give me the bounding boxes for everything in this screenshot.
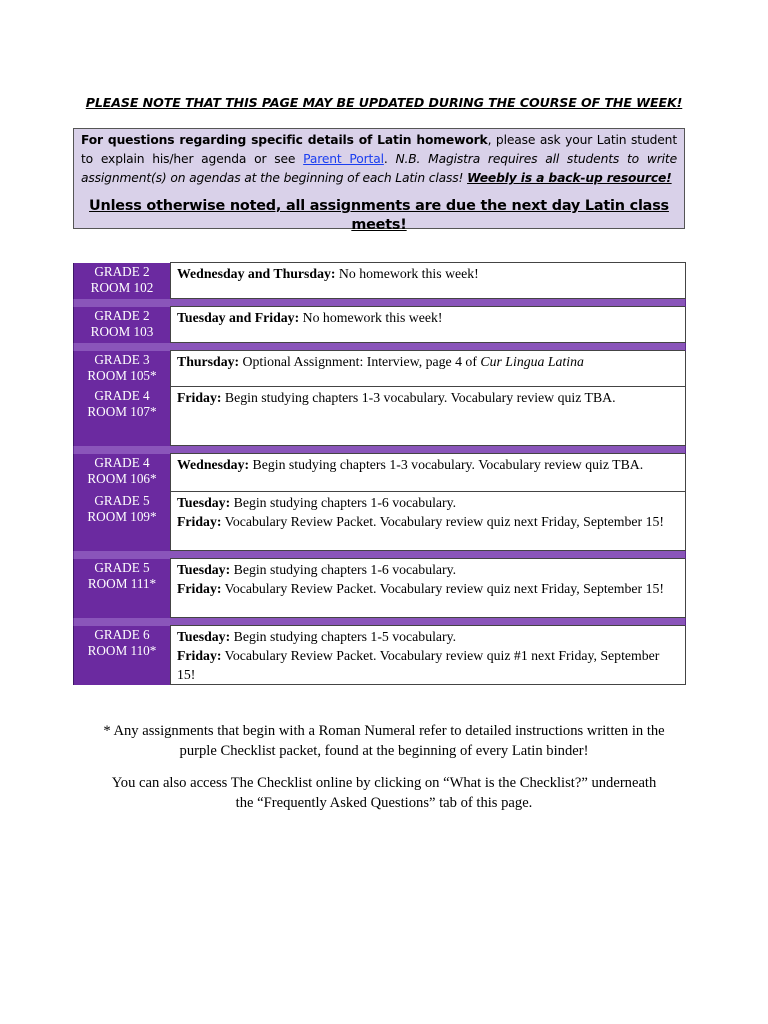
class-label bbox=[74, 626, 171, 685]
table-row bbox=[74, 626, 686, 685]
table-row bbox=[74, 263, 686, 299]
room-label: ROOM 109* bbox=[87, 509, 157, 524]
assignment-entry bbox=[177, 560, 679, 579]
grade-label: GRADE 5 bbox=[94, 492, 150, 508]
room-label: ROOM 103 bbox=[90, 324, 154, 339]
assignment-day: Tuesday: bbox=[177, 629, 231, 644]
checklist-footnote: * Any assignments that begin with a Roman Numeral refer to detailed instructions written in the purple Checklist packet, found at the beginning of every Latin binder! bbox=[103, 723, 665, 759]
update-notice: PLEASE NOTE THAT THIS PAGE MAY BE UPDATED DURING THE COURSE OF THE WEEK! bbox=[85, 95, 683, 110]
assignment-entry bbox=[177, 308, 679, 327]
table-row bbox=[74, 454, 686, 492]
row-separator bbox=[74, 446, 686, 454]
class-label bbox=[74, 387, 171, 446]
assignment-book-title: Cur Lingua Latina bbox=[480, 354, 584, 369]
assignment-text: No homework this week! bbox=[335, 266, 479, 281]
row-separator bbox=[74, 299, 686, 307]
assignment-day: Tuesday: bbox=[177, 495, 231, 510]
room-label: ROOM 102 bbox=[90, 280, 154, 295]
assignment-entry bbox=[177, 455, 679, 474]
assignment-day: Thursday: bbox=[177, 354, 240, 369]
assignment-cell bbox=[171, 492, 686, 551]
assignment-text: Vocabulary Review Packet. Vocabulary review quiz #1 next Friday, September 15! bbox=[177, 648, 660, 682]
assignment-cell bbox=[171, 351, 686, 387]
weebly-note: Weebly is a back-up resource! bbox=[467, 171, 672, 185]
assignment-cell bbox=[171, 387, 686, 446]
grade-label: GRADE 6 bbox=[94, 626, 150, 642]
room-label: ROOM 110* bbox=[87, 643, 157, 658]
assignment-day: Friday: bbox=[177, 648, 222, 663]
class-label bbox=[74, 307, 171, 343]
assignment-entry bbox=[177, 579, 679, 598]
assignment-text: Begin studying chapters 1-6 vocabulary. bbox=[230, 495, 457, 510]
assignment-text: Vocabulary Review Packet. Vocabulary review quiz next Friday, September 15! bbox=[221, 514, 664, 529]
assignment-text: Optional Assignment: Interview, page 4 of bbox=[239, 354, 481, 369]
due-date-note: Unless otherwise noted, all assignments are due the next day Latin class meets! bbox=[89, 198, 669, 233]
assignment-text: Begin studying chapters 1-3 vocabulary. Vocabulary review quiz TBA. bbox=[221, 390, 616, 405]
assignment-day: Tuesday: bbox=[177, 562, 231, 577]
assignment-entry bbox=[177, 627, 679, 646]
class-label bbox=[74, 454, 171, 492]
grade-label: GRADE 2 bbox=[94, 307, 150, 323]
assignment-entry bbox=[177, 264, 679, 283]
assignment-text: Begin studying chapters 1-5 vocabulary. bbox=[230, 629, 457, 644]
grade-label: GRADE 4 bbox=[94, 387, 150, 403]
grade-label: GRADE 5 bbox=[94, 559, 150, 575]
info-box bbox=[73, 128, 685, 233]
assignment-day: Friday: bbox=[177, 390, 222, 405]
table-row bbox=[74, 351, 686, 387]
assignment-cell bbox=[171, 263, 686, 299]
assignment-cell bbox=[171, 559, 686, 618]
table-row bbox=[74, 559, 686, 618]
assignment-day: Wednesday and Thursday: bbox=[177, 266, 336, 281]
parent-portal-link[interactable]: Parent Portal bbox=[303, 152, 384, 166]
assignment-text: No homework this week! bbox=[299, 310, 443, 325]
assignment-text: Begin studying chapters 1-3 vocabulary. Vocabulary review quiz TBA. bbox=[249, 457, 644, 472]
row-separator bbox=[74, 551, 686, 559]
assignment-text: Begin studying chapters 1-6 vocabulary. bbox=[230, 562, 457, 577]
row-separator bbox=[74, 618, 686, 626]
assignment-text: Vocabulary Review Packet. Vocabulary review quiz next Friday, September 15! bbox=[221, 581, 664, 596]
assignment-entry bbox=[177, 493, 679, 512]
room-label: ROOM 111* bbox=[87, 576, 157, 591]
room-label: ROOM 107* bbox=[87, 404, 157, 419]
info-text-2: . bbox=[383, 152, 396, 166]
row-separator bbox=[74, 343, 686, 351]
info-bold-lead: For questions regarding specific details of Latin homework bbox=[81, 133, 488, 147]
table-row bbox=[74, 307, 686, 343]
assignment-day: Friday: bbox=[177, 514, 222, 529]
table-row bbox=[74, 492, 686, 551]
assignment-cell bbox=[171, 626, 686, 685]
assignment-entry bbox=[177, 646, 679, 684]
info-italic-note: N.B. Magistra requires all students to write assignment(s) on agendas at the beginning of each Latin class! bbox=[81, 152, 677, 185]
info-text-1: , please ask your Latin student to explain his/her agenda or see bbox=[81, 133, 677, 166]
table-row bbox=[74, 387, 686, 446]
homework-schedule-table bbox=[73, 262, 686, 685]
grade-label: GRADE 4 bbox=[94, 454, 150, 470]
assignment-day: Tuesday and Friday: bbox=[177, 310, 300, 325]
assignment-cell bbox=[171, 454, 686, 492]
info-paragraph bbox=[81, 131, 677, 188]
room-label: ROOM 105* bbox=[87, 368, 157, 383]
class-label bbox=[74, 351, 171, 387]
room-label: ROOM 106* bbox=[87, 471, 157, 486]
assignment-entry bbox=[177, 512, 679, 531]
grade-label: GRADE 3 bbox=[94, 351, 150, 367]
checklist-online-note: You can also access The Checklist online by clicking on “What is the Checklist?” underneath the “Frequently Asked Questions” tab of this page. bbox=[111, 775, 657, 811]
class-label bbox=[74, 559, 171, 618]
class-label bbox=[74, 492, 171, 551]
assignment-entry bbox=[177, 388, 679, 407]
assignment-cell bbox=[171, 307, 686, 343]
class-label bbox=[74, 263, 171, 299]
assignment-day: Friday: bbox=[177, 581, 222, 596]
assignment-entry bbox=[177, 352, 679, 371]
grade-label: GRADE 2 bbox=[94, 263, 150, 279]
assignment-day: Wednesday: bbox=[177, 457, 250, 472]
